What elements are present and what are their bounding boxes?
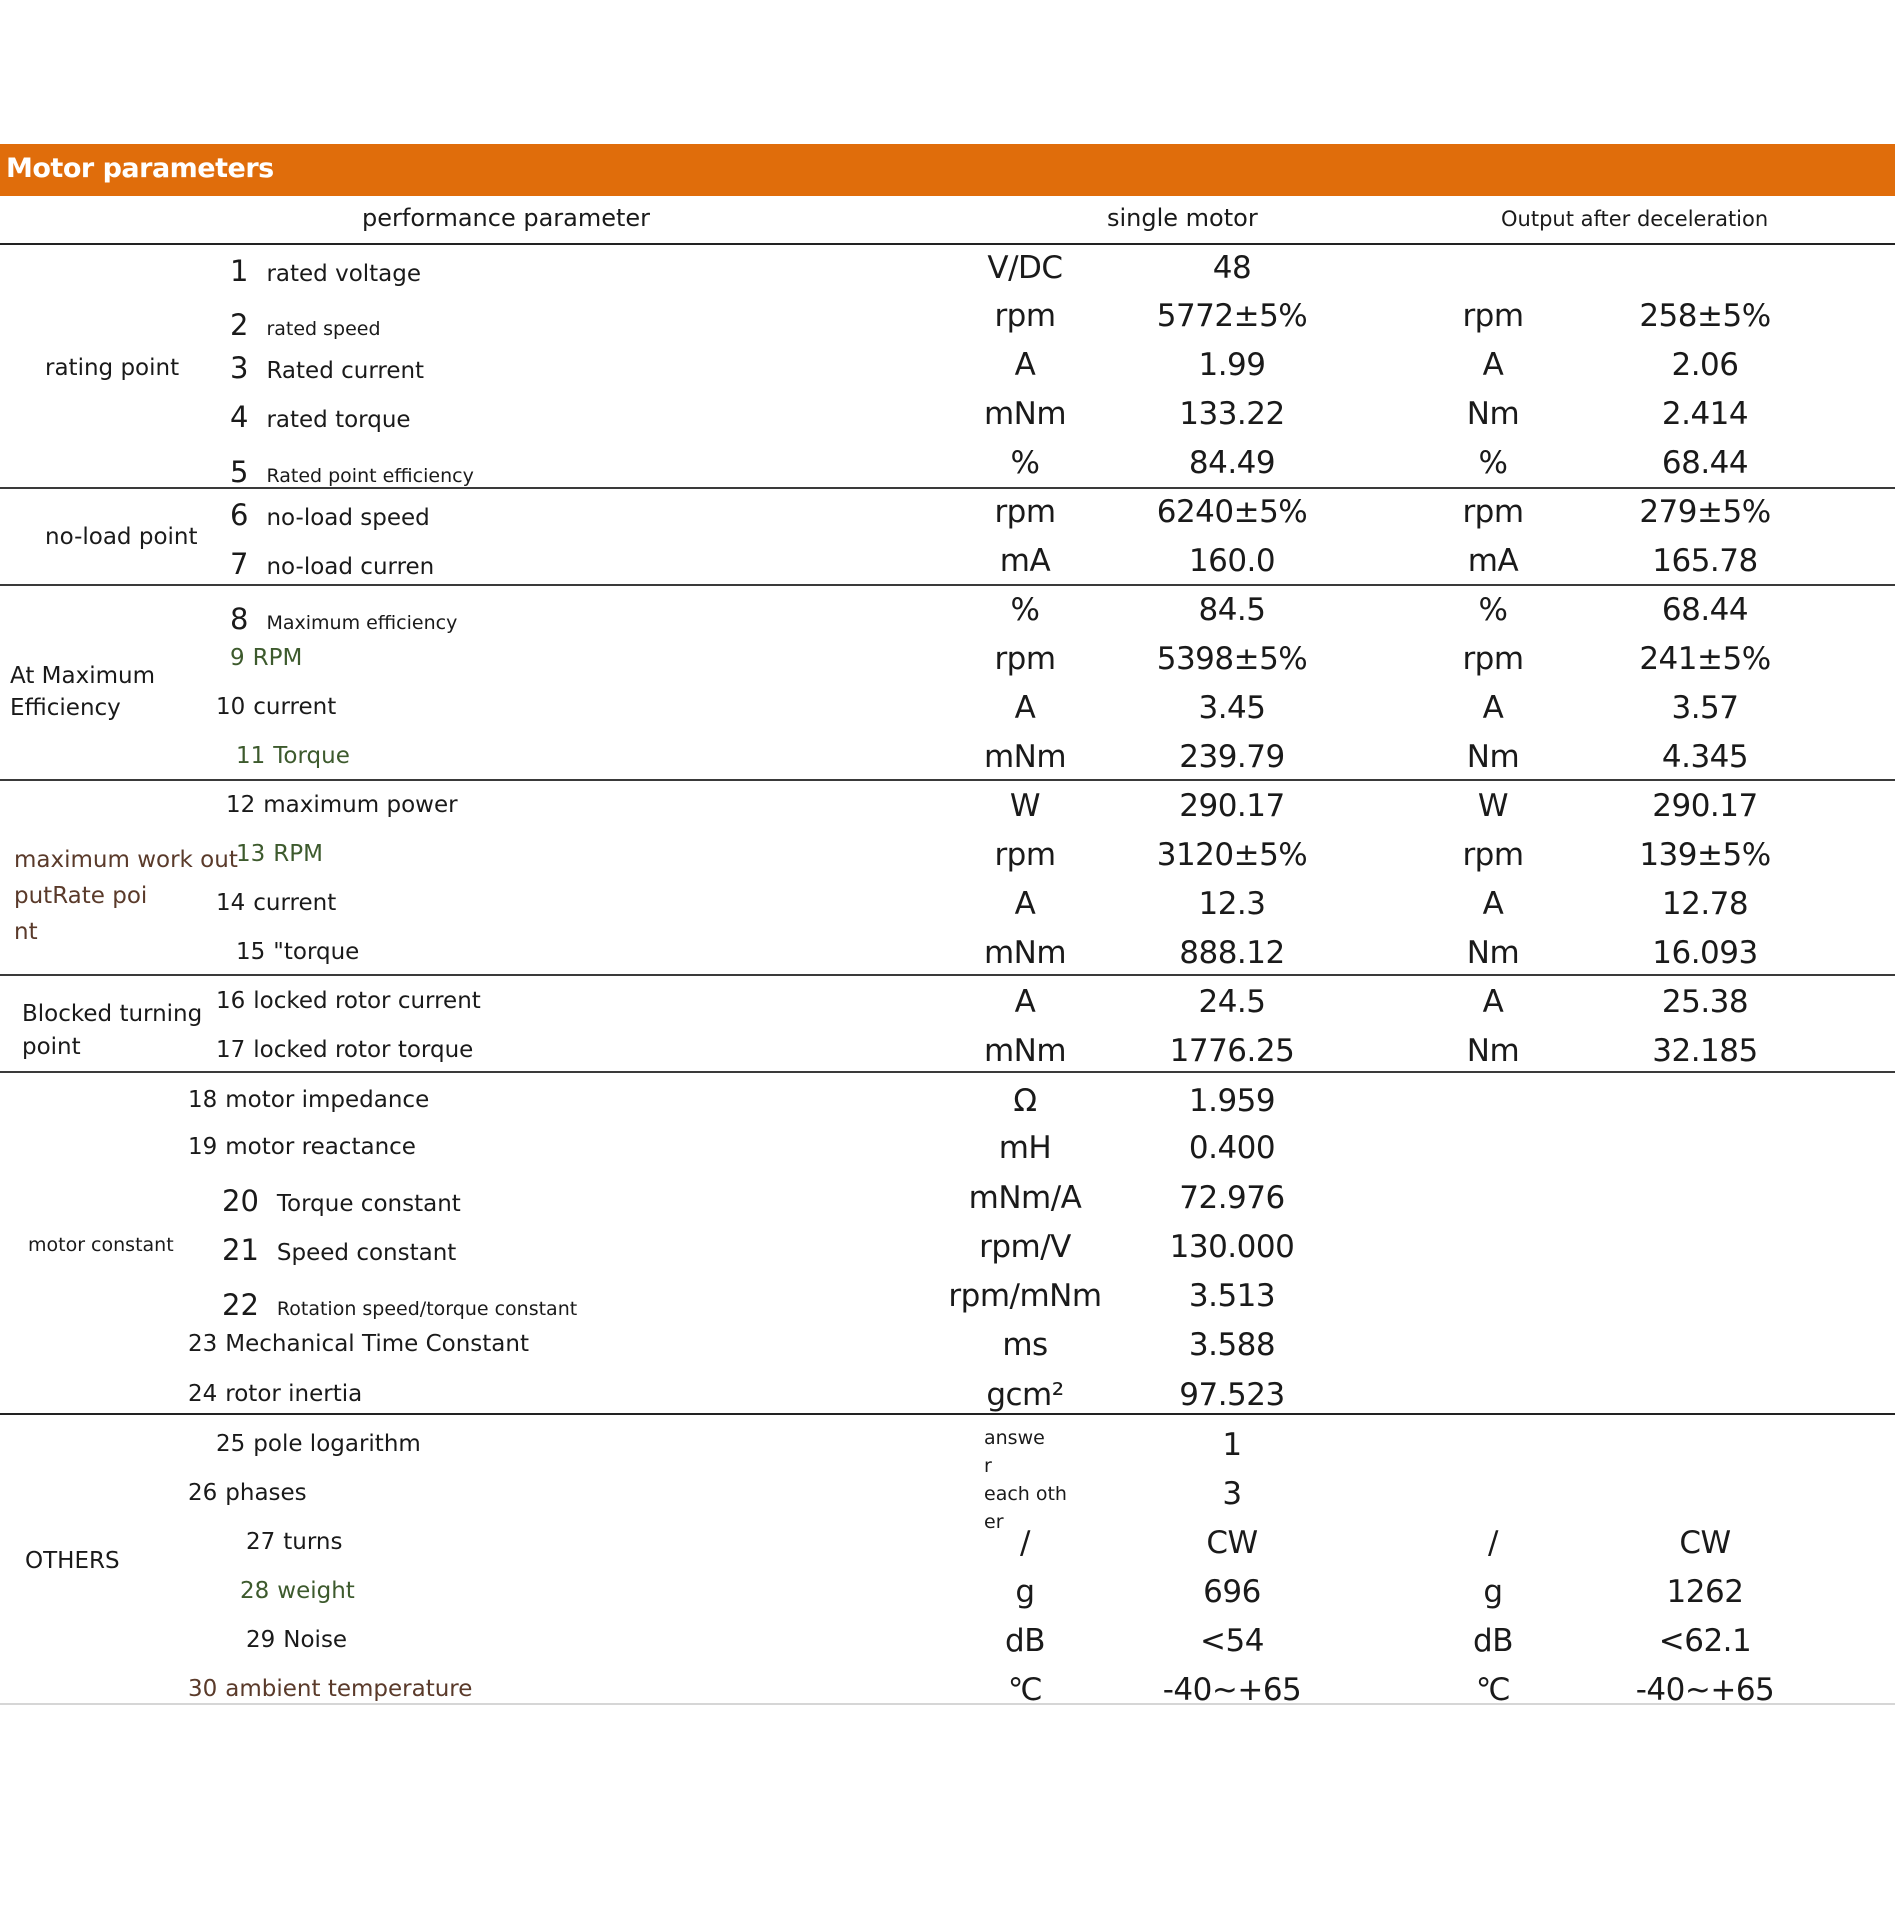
param-number: 12 [226, 792, 256, 818]
unit-single: % [1010, 445, 1040, 481]
unit-output: Nm [1466, 396, 1520, 432]
banner [0, 144, 1895, 196]
param-label: Noise [283, 1627, 348, 1653]
value-single: 12.3 [1198, 886, 1266, 922]
param-number: 22 [222, 1288, 259, 1322]
param-name [222, 1233, 456, 1267]
param-label: rotor inertia [225, 1381, 363, 1407]
param-label: current [253, 694, 337, 720]
value-single: 5398±5% [1156, 641, 1308, 677]
param-name [188, 1480, 307, 1506]
param-name [236, 743, 350, 769]
param-label: RPM [273, 841, 323, 867]
unit-single: A [1014, 690, 1036, 726]
unit-output: W [1477, 788, 1509, 824]
value-single: 3.513 [1188, 1278, 1276, 1314]
unit-single: V/DC [987, 250, 1063, 286]
value-output: -40~+65 [1635, 1672, 1775, 1708]
param-name [240, 1578, 355, 1604]
param-name [188, 1381, 362, 1407]
param-number: 15 [236, 939, 266, 965]
param-name [216, 890, 336, 916]
unit-single: mNm/A [968, 1180, 1082, 1216]
unit-single: g [1015, 1574, 1035, 1610]
value-output: 279±5% [1639, 494, 1771, 530]
unit-single: dB [1005, 1623, 1045, 1659]
value-output: 25.38 [1661, 984, 1749, 1020]
value-output: 4.345 [1661, 739, 1749, 775]
value-single: 3 [1222, 1476, 1242, 1512]
value-output: 165.78 [1652, 543, 1758, 579]
param-number: 23 [188, 1331, 218, 1357]
value-output: CW [1679, 1525, 1731, 1561]
param-number: 8 [230, 602, 249, 636]
value-output: 139±5% [1639, 837, 1771, 873]
param-label: motor reactance [225, 1134, 416, 1160]
divider [0, 1071, 1895, 1073]
param-name [222, 1288, 577, 1322]
divider [0, 243, 1895, 245]
value-output: 241±5% [1639, 641, 1771, 677]
unit-single: mA [999, 543, 1051, 579]
param-name [246, 1529, 343, 1555]
param-label: locked rotor torque [253, 1037, 474, 1063]
value-single: <54 [1200, 1623, 1264, 1659]
unit-single: rpm [994, 837, 1056, 873]
param-number: 19 [188, 1134, 218, 1160]
unit-output: A [1482, 690, 1504, 726]
param-number: 14 [216, 890, 246, 916]
value-single: 6240±5% [1156, 494, 1308, 530]
param-number: 30 [188, 1676, 218, 1702]
param-label: no-load curren [266, 554, 435, 580]
value-single: 5772±5% [1156, 298, 1308, 334]
unit-single: mNm [983, 396, 1067, 432]
value-output: 3.57 [1671, 690, 1739, 726]
value-single: 48 [1212, 250, 1252, 286]
param-name [226, 792, 458, 818]
unit-output: rpm [1462, 494, 1524, 530]
param-name [216, 1431, 421, 1457]
unit-single: mNm [983, 935, 1067, 971]
param-number: 10 [216, 694, 246, 720]
header-performance-parameter: performance parameter [362, 204, 651, 232]
unit-single: Ω [1013, 1083, 1037, 1119]
unit-single: / [1020, 1525, 1030, 1561]
param-name [230, 400, 411, 434]
value-single: 290.17 [1179, 788, 1285, 824]
param-name [236, 939, 359, 965]
param-label: rated voltage [266, 261, 422, 287]
param-number: 25 [216, 1431, 246, 1457]
unit-output: A [1482, 347, 1504, 383]
value-output: <62.1 [1658, 1623, 1752, 1659]
param-label: rated torque [266, 407, 411, 433]
param-number: 29 [246, 1627, 276, 1653]
value-single: 1 [1222, 1427, 1242, 1463]
unit-single: W [1009, 788, 1041, 824]
header-single-motor: single motor [1107, 204, 1258, 232]
unit-output: rpm [1462, 298, 1524, 334]
value-single: 84.49 [1188, 445, 1276, 481]
param-number: 5 [230, 455, 249, 489]
param-label: maximum power [263, 792, 458, 818]
group-label-blocked-turning: Blocked turning point [22, 1001, 203, 1060]
param-number: 13 [236, 841, 266, 867]
param-label: Maximum efficiency [266, 612, 458, 634]
value-single: 133.22 [1179, 396, 1285, 432]
value-output: 2.414 [1661, 396, 1749, 432]
param-label: rated speed [266, 318, 381, 340]
unit-output: Nm [1466, 1033, 1520, 1069]
param-label: no-load speed [266, 505, 430, 531]
param-number: 24 [188, 1381, 218, 1407]
group-label-max-work-output: maximum work out putRate poi nt [14, 847, 238, 945]
unit-single: ℃ [1007, 1672, 1043, 1708]
unit-output: dB [1473, 1623, 1513, 1659]
unit-single: rpm [994, 641, 1056, 677]
value-output: 12.78 [1661, 886, 1749, 922]
value-output: 68.44 [1661, 592, 1749, 628]
value-output: 1262 [1666, 1574, 1744, 1610]
param-name [188, 1134, 416, 1160]
unit-single: rpm [994, 494, 1056, 530]
unit-single: A [1014, 984, 1036, 1020]
param-label: weight [277, 1578, 355, 1604]
param-label: Mechanical Time Constant [225, 1331, 529, 1357]
param-number: 11 [236, 743, 266, 769]
unit-single: mNm [983, 739, 1067, 775]
divider [0, 1413, 1895, 1415]
unit-single: rpm/mNm [948, 1278, 1102, 1314]
divider [0, 974, 1895, 976]
param-label: locked rotor current [253, 988, 481, 1014]
value-single: 3.45 [1198, 690, 1266, 726]
value-single: 1.959 [1188, 1083, 1276, 1119]
param-name [230, 498, 430, 532]
param-label: current [253, 890, 337, 916]
unit-output: Nm [1466, 739, 1520, 775]
param-name [246, 1627, 347, 1653]
value-output: 2.06 [1671, 347, 1739, 383]
param-name [222, 1184, 461, 1218]
param-name [230, 547, 434, 581]
unit-output: rpm [1462, 837, 1524, 873]
value-single: 888.12 [1179, 935, 1285, 971]
param-number: 3 [230, 351, 249, 385]
value-output: 290.17 [1652, 788, 1758, 824]
unit-output: % [1478, 445, 1508, 481]
param-number: 16 [216, 988, 246, 1014]
param-number: 7 [230, 547, 249, 581]
param-name [216, 988, 481, 1014]
value-single: 24.5 [1198, 984, 1266, 1020]
value-single: -40~+65 [1162, 1672, 1302, 1708]
unit-output: mA [1467, 543, 1519, 579]
param-label: ambient temperature [225, 1676, 473, 1702]
group-label-others: OTHERS [25, 1548, 120, 1574]
divider [0, 584, 1895, 586]
value-single: 1776.25 [1169, 1033, 1295, 1069]
unit-output: / [1488, 1525, 1498, 1561]
value-output: 32.185 [1652, 1033, 1758, 1069]
value-single: 3.588 [1188, 1327, 1276, 1363]
unit-single: mNm [983, 1033, 1067, 1069]
param-name [230, 645, 302, 671]
unit-single: % [1010, 592, 1040, 628]
param-number: 6 [230, 498, 249, 532]
param-label: Torque [273, 743, 350, 769]
unit-output: A [1482, 984, 1504, 1020]
header-output-after-deceleration: Output after deceleration [1501, 207, 1769, 231]
banner-title: Motor parameters [6, 153, 274, 184]
param-name [230, 351, 424, 385]
group-label-motor-constant: motor constant [28, 1234, 174, 1256]
param-name [230, 455, 474, 489]
unit-single: rpm/V [979, 1229, 1071, 1265]
param-name [230, 602, 457, 636]
param-label: pole logarithm [253, 1431, 421, 1457]
value-single: 72.976 [1179, 1180, 1285, 1216]
param-number: 27 [246, 1529, 276, 1555]
param-label: Rotation speed/torque constant [276, 1298, 578, 1320]
param-label: RPM [252, 645, 303, 671]
unit-output: g [1483, 1574, 1503, 1610]
value-single: 1.99 [1198, 347, 1266, 383]
value-single: 130.000 [1169, 1229, 1295, 1265]
divider [0, 779, 1895, 781]
param-number: 2 [230, 308, 249, 342]
unit-output: ℃ [1475, 1672, 1511, 1708]
param-label: turns [283, 1529, 343, 1555]
group-label-no-load-point: no-load point [45, 524, 198, 550]
value-single: 97.523 [1179, 1377, 1285, 1413]
param-label: Speed constant [276, 1240, 457, 1266]
unit-output: Nm [1466, 935, 1520, 971]
unit-single: gcm² [986, 1377, 1064, 1413]
value-single: 0.400 [1188, 1130, 1276, 1166]
value-single: 696 [1203, 1574, 1261, 1610]
value-output: 16.093 [1652, 935, 1758, 971]
param-name [188, 1087, 429, 1113]
unit-single: A [1014, 347, 1036, 383]
param-label: motor impedance [225, 1087, 430, 1113]
param-number: 1 [230, 254, 249, 288]
unit-output: A [1482, 886, 1504, 922]
unit-single: A [1014, 886, 1036, 922]
param-label: Torque constant [276, 1191, 461, 1217]
param-name [230, 308, 381, 342]
value-single: 3120±5% [1156, 837, 1308, 873]
param-label: "torque [273, 939, 360, 965]
param-label: phases [225, 1480, 307, 1506]
group-label-max-efficiency: At Maximum Efficiency [10, 663, 155, 721]
param-number: 20 [222, 1184, 259, 1218]
group-label-rating-point: rating point [45, 355, 180, 381]
param-name [230, 254, 421, 288]
param-number: 21 [222, 1233, 259, 1267]
unit-single: mH [998, 1130, 1052, 1166]
param-number: 18 [188, 1087, 218, 1113]
unit-single: ms [1002, 1327, 1048, 1363]
unit-single: rpm [994, 298, 1056, 334]
param-name [236, 841, 323, 867]
param-label: Rated point efficiency [266, 465, 474, 487]
value-single: CW [1206, 1525, 1258, 1561]
unit-note: answe r each oth er [984, 1427, 1067, 1533]
param-number: 28 [240, 1578, 270, 1604]
unit-output: rpm [1462, 641, 1524, 677]
param-name [216, 694, 336, 720]
value-single: 160.0 [1188, 543, 1276, 579]
param-number: 17 [216, 1037, 246, 1063]
param-label: Rated current [266, 358, 425, 384]
param-name [188, 1331, 529, 1357]
param-number: 26 [188, 1480, 218, 1506]
value-single: 239.79 [1179, 739, 1285, 775]
param-name [188, 1676, 472, 1702]
value-output: 68.44 [1661, 445, 1749, 481]
value-single: 84.5 [1198, 592, 1266, 628]
param-number: 9 [230, 645, 245, 671]
param-number: 4 [230, 400, 249, 434]
unit-output: % [1478, 592, 1508, 628]
value-output: 258±5% [1639, 298, 1771, 334]
param-name [216, 1037, 473, 1063]
